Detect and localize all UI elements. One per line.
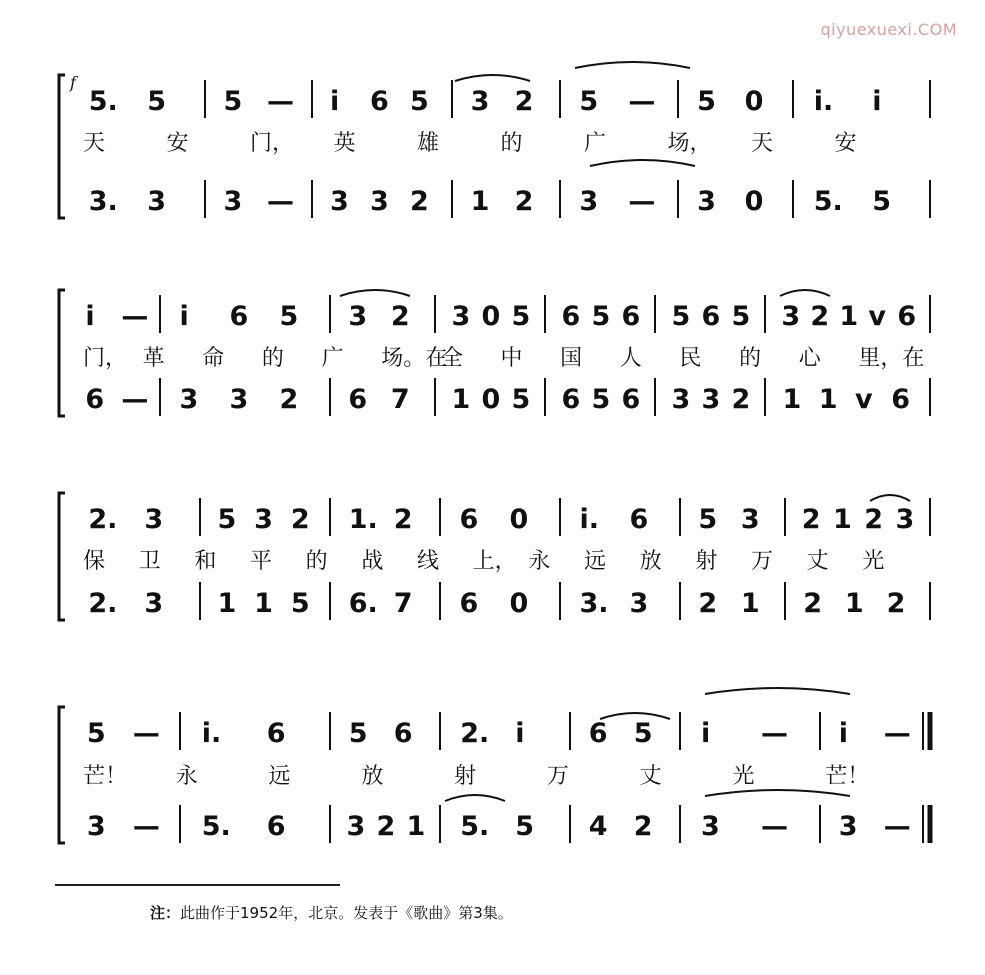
lyric-syllable: 射: [454, 764, 477, 789]
melody-bottom-note: 1: [470, 186, 490, 217]
melody-top-note: —: [121, 301, 149, 332]
melody-top-note: 5: [591, 301, 611, 332]
melody-top-note: 1: [832, 504, 852, 535]
footnote-rule: [55, 884, 340, 886]
dynamic-marking: f: [70, 73, 76, 92]
melody-top-note: 5: [511, 301, 531, 332]
melody-top-note: 2: [864, 504, 883, 535]
melody-bottom-note: 2: [886, 588, 906, 619]
melody-top-note: 5: [579, 86, 599, 117]
lyric-syllable: 的: [305, 549, 328, 574]
lyric-syllable: 永: [175, 764, 198, 789]
lyric-syllable: 心: [798, 346, 821, 371]
melody-bottom-note: 7: [390, 384, 410, 415]
melody-top-note: i.: [813, 86, 834, 117]
melody-bottom-note: —: [628, 186, 656, 217]
footnote-text: 此曲作于1952年，北京。发表于《歌曲》第3集。: [180, 904, 513, 922]
melody-bottom-note: 1: [844, 588, 864, 619]
melody-top-note: 5: [223, 86, 243, 117]
lyric-syllable: 射: [695, 549, 718, 574]
lyric-syllable: 人: [619, 346, 642, 371]
melody-top-note: 2: [290, 504, 310, 535]
melody-bottom-note: 3.: [579, 588, 609, 619]
melody-bottom-note: 5.: [813, 186, 843, 217]
system-bracket: [59, 707, 65, 843]
melody-top-note: 5: [279, 301, 299, 332]
lyric-syllable: 平: [250, 549, 273, 574]
lyric-syllable: 丈: [806, 549, 829, 574]
melody-top-note: 6: [370, 86, 389, 117]
melody-bottom-note: 1: [740, 588, 760, 619]
melody-bottom-note: 3: [579, 186, 599, 217]
lyric-syllable: 放: [639, 549, 662, 574]
melody-top-note: 6: [621, 301, 641, 332]
lyric-syllable: 场。在: [381, 346, 448, 371]
melody-bottom-note: 3.: [88, 186, 118, 217]
melody-top-note: 5: [86, 718, 106, 749]
melody-top-note: 6: [561, 301, 581, 332]
slur: [575, 62, 690, 68]
lyric-syllable: 的: [261, 346, 284, 371]
melody-top-note: 3: [451, 301, 471, 332]
melody-bottom-note: 3: [223, 186, 243, 217]
melody-top-note: i: [838, 718, 849, 749]
melody-top-note: 6: [588, 718, 608, 749]
melody-top-note: 5: [633, 718, 653, 749]
melody-bottom-note: 3: [838, 811, 858, 842]
melody-bottom-note: 0: [481, 384, 501, 415]
lyric-syllable: 民: [679, 346, 702, 371]
lyric-syllable: 放: [361, 764, 384, 789]
lyric-syllable: 国: [560, 346, 583, 371]
lyric-syllable: 天: [751, 131, 774, 156]
melody-top-note: 3: [470, 86, 490, 117]
system-bracket: [59, 75, 65, 218]
lyric-syllable: 的: [739, 346, 762, 371]
melody-bottom-note: 2: [731, 384, 751, 415]
slur: [705, 688, 850, 694]
melody-bottom-note: 3: [86, 811, 106, 842]
melody-bottom-note: 5: [290, 588, 310, 619]
slur: [705, 790, 850, 796]
slur: [590, 160, 695, 166]
melody-bottom-note: 3: [697, 186, 716, 217]
melody-bottom-note: 3: [179, 384, 199, 415]
melody-bottom-note: 3: [701, 811, 720, 842]
melody-top-note: 3: [740, 504, 760, 535]
melody-bottom-note: 5.: [460, 811, 490, 842]
lyric-syllable: 远: [584, 549, 607, 574]
melody-top-note: 6: [629, 504, 649, 535]
lyric-syllable: 光: [862, 549, 885, 574]
melody-top-note: —: [761, 718, 788, 749]
melody-bottom-note: 5: [591, 384, 611, 415]
melody-bottom-note: 2: [514, 186, 534, 217]
melody-top-note: 6: [701, 301, 721, 332]
melody-top-note: 0: [481, 301, 501, 332]
lyric-syllable: 芒！: [825, 764, 870, 789]
melody-top-note: 5: [147, 86, 167, 117]
melody-bottom-note: 2: [698, 588, 718, 619]
melody-top-note: 5: [671, 301, 691, 332]
melody-bottom-note: 6: [85, 384, 105, 415]
melody-bottom-note: 3: [629, 588, 649, 619]
melody-top-note: 5: [348, 718, 368, 749]
melody-top-note: 5: [731, 301, 751, 332]
lyric-syllable: 雄: [417, 131, 440, 156]
melody-top-note: i: [330, 86, 340, 117]
melody-top-note: —: [883, 718, 911, 749]
lyric-syllable: 革: [142, 346, 165, 371]
lyric-syllable: 远: [268, 764, 291, 789]
melody-top-note: 1.: [348, 504, 378, 535]
lyric-syllable: 芒！: [83, 764, 128, 789]
melody-top-note: —: [628, 86, 656, 117]
melody-bottom-note: 2: [279, 384, 299, 415]
melody-bottom-note: v: [854, 384, 873, 415]
melody-top-note: i: [179, 301, 189, 332]
melody-top-note: 0: [509, 504, 529, 535]
melody-bottom-note: 3: [330, 186, 349, 217]
melody-bottom-note: 3: [370, 186, 389, 217]
lyric-syllable: 全: [440, 346, 463, 371]
melody-bottom-note: 6: [561, 384, 581, 415]
melody-top-note: 5: [698, 504, 718, 535]
lyric-syllable: 场，: [667, 131, 712, 156]
lyric-syllable: 门，: [83, 346, 128, 371]
melody-bottom-note: —: [761, 811, 788, 842]
melody-bottom-note: 3: [671, 384, 691, 415]
lyric-syllable: 安: [166, 131, 189, 156]
lyric-syllable: 门，: [250, 131, 295, 156]
melody-top-note: 2: [393, 504, 413, 535]
lyric-syllable: 丈: [639, 764, 662, 789]
melody-top-note: —: [132, 718, 160, 749]
lyric-syllable: 的: [500, 131, 523, 156]
melody-top-note: 3: [781, 301, 801, 332]
melody-top-note: i.: [201, 718, 222, 749]
melody-top-note: i: [701, 718, 711, 749]
melody-top-note: 3: [254, 504, 273, 535]
slur: [780, 290, 830, 296]
melody-top-note: 2.: [460, 718, 490, 749]
lyric-syllable: 中: [500, 346, 523, 371]
melody-bottom-note: 7: [393, 588, 413, 619]
melody-top-note: 2: [801, 504, 821, 535]
melody-bottom-note: 6: [348, 384, 368, 415]
melody-top-note: 3: [144, 504, 164, 535]
system-bracket: [59, 493, 65, 620]
lyric-syllable: 天: [83, 131, 106, 156]
lyric-syllable: 保: [83, 549, 106, 574]
melody-top-note: 1: [839, 301, 859, 332]
melody-bottom-note: 5: [515, 811, 535, 842]
melody-bottom-note: 1: [451, 384, 471, 415]
slur: [340, 290, 410, 296]
melody-bottom-note: 6: [891, 384, 910, 415]
melody-bottom-note: 3: [147, 186, 167, 217]
melody-bottom-note: 3: [144, 588, 164, 619]
site-watermark: qiyuexuexi.COM: [820, 20, 957, 39]
lyric-syllable: 线: [417, 549, 440, 574]
melody-top-note: 6: [229, 301, 249, 332]
lyric-syllable: 安: [834, 131, 857, 156]
melody-top-note: 2: [390, 301, 410, 332]
melody-bottom-note: 5: [511, 384, 531, 415]
slur: [455, 75, 530, 81]
melody-bottom-note: 6.: [348, 588, 378, 619]
melody-top-note: i: [515, 718, 525, 749]
footnote-label: 注：: [150, 904, 181, 922]
melody-bottom-note: 2: [410, 186, 429, 217]
melody-top-note: 6: [897, 301, 917, 332]
melody-bottom-note: 5.: [201, 811, 231, 842]
melody-bottom-note: 4: [588, 811, 608, 842]
melody-top-note: i.: [579, 504, 600, 535]
melody-top-note: 3: [895, 504, 915, 535]
lyric-syllable: 上，: [472, 549, 517, 574]
melody-bottom-note: 6: [459, 588, 479, 619]
lyric-syllable: 和: [194, 549, 217, 574]
melody-bottom-note: 1: [217, 588, 237, 619]
melody-top-note: 5: [217, 504, 237, 535]
melody-bottom-note: 6: [266, 811, 286, 842]
lyric-syllable: 战: [361, 549, 384, 574]
melody-bottom-note: —: [883, 811, 911, 842]
lyric-syllable: 万: [546, 764, 569, 789]
melody-top-note: 2: [810, 301, 830, 332]
melody-bottom-note: 3: [229, 384, 249, 415]
melody-top-note: i: [872, 86, 882, 117]
melody-bottom-note: 2: [803, 588, 823, 619]
melody-bottom-note: 0: [744, 186, 764, 217]
melody-bottom-note: 2.: [88, 588, 118, 619]
melody-top-note: —: [267, 86, 295, 117]
melody-top-note: 2.: [88, 504, 118, 535]
melody-top-note: 6: [393, 718, 413, 749]
lyric-syllable: 永: [528, 549, 551, 574]
melody-bottom-note: 3: [701, 384, 721, 415]
melody-bottom-note: —: [121, 384, 149, 415]
melody-top-note: 0: [744, 86, 764, 117]
melody-bottom-note: 0: [509, 588, 529, 619]
lyric-syllable: 命: [202, 346, 225, 371]
melody-bottom-note: 6: [621, 384, 641, 415]
melody-top-note: 3: [348, 301, 368, 332]
lyric-syllable: 万: [751, 549, 774, 574]
lyric-syllable: 光: [732, 764, 755, 789]
melody-bottom-note: 2: [633, 811, 653, 842]
melody-bottom-note: 2: [376, 811, 396, 842]
melody-top-note: 6: [266, 718, 286, 749]
slur: [445, 795, 505, 801]
melody-top-note: 2: [514, 86, 534, 117]
melody-top-note: 5: [697, 86, 716, 117]
system-bracket: [59, 290, 65, 416]
footnote: [150, 902, 513, 923]
melody-top-note: v: [868, 301, 886, 332]
lyric-syllable: 广: [584, 131, 607, 156]
lyric-syllable: 里，在: [858, 346, 925, 371]
melody-bottom-note: 1: [406, 811, 426, 842]
melody-top-note: 6: [459, 504, 479, 535]
melody-bottom-note: 1: [782, 384, 802, 415]
melody-bottom-note: —: [267, 186, 295, 217]
slur: [870, 495, 910, 501]
melody-bottom-note: 1: [254, 588, 273, 619]
melody-top-note: 5.: [88, 86, 118, 117]
melody-bottom-note: 1: [818, 384, 838, 415]
melody-top-note: i: [85, 301, 95, 332]
melody-bottom-note: 3: [346, 811, 366, 842]
lyric-syllable: 卫: [138, 549, 161, 574]
lyric-syllable: 广: [321, 346, 344, 371]
lyric-syllable: 英: [333, 131, 356, 156]
melody-bottom-note: 5: [872, 186, 892, 217]
melody-top-note: 5: [410, 86, 429, 117]
melody-bottom-note: —: [132, 811, 160, 842]
